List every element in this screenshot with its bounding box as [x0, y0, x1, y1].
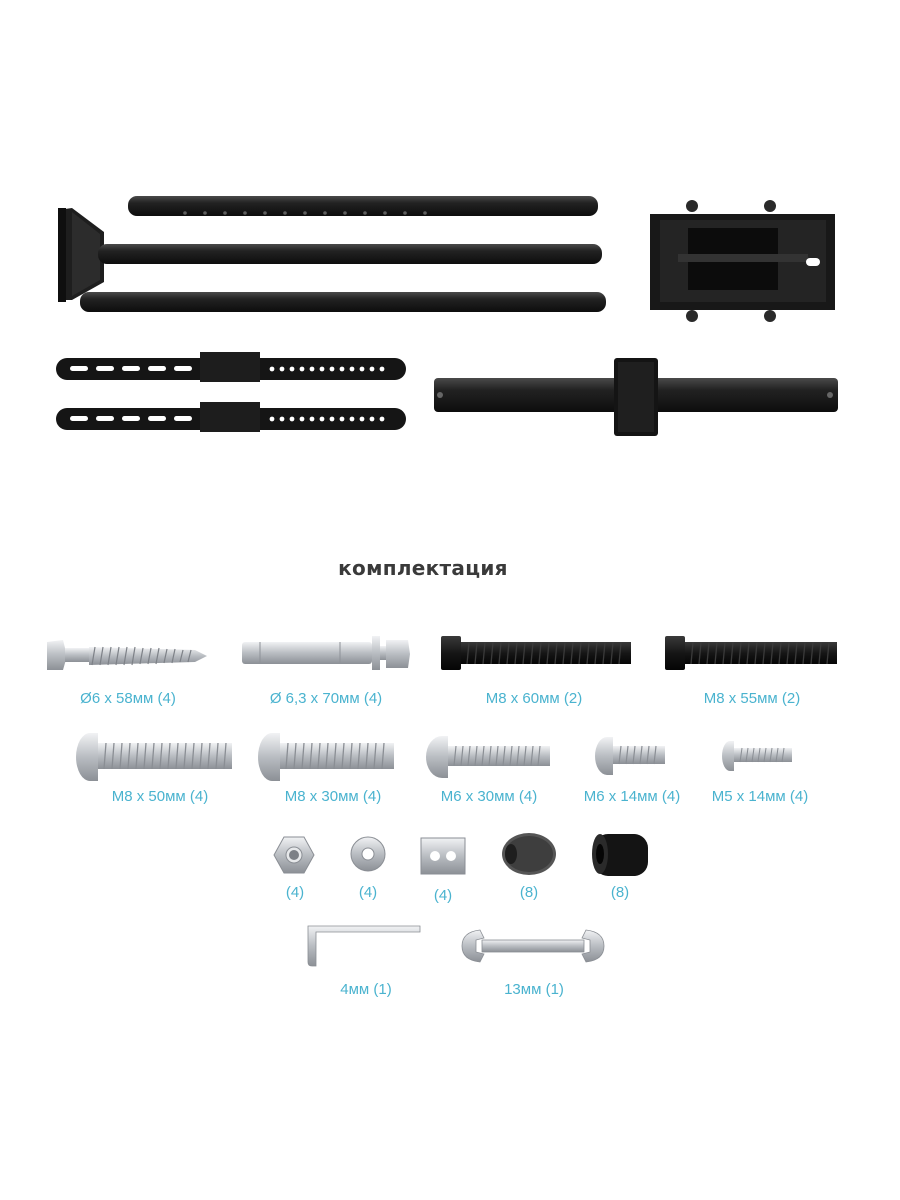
- screw-m6x30-icon: [426, 734, 554, 780]
- item-label: Ø6 х 58мм (4): [80, 690, 176, 707]
- black-spacer-icon: [590, 832, 650, 878]
- hex-key-icon: [302, 922, 422, 968]
- item-label: 4мм (1): [340, 981, 392, 998]
- item-label: M8 x 60мм (2): [485, 690, 583, 707]
- item-label: M8 x 30мм (4): [284, 788, 382, 805]
- item-label: (8): [519, 884, 539, 901]
- pole-middle: [98, 244, 602, 264]
- hex-nut-icon: [274, 835, 314, 875]
- screw-m6x14-icon: [595, 735, 669, 777]
- adapter-arm-bottom: [56, 402, 406, 432]
- item-label: M6 x 30мм (4): [440, 788, 538, 805]
- black-bolt-m8x55-icon: [665, 634, 841, 676]
- washer-icon: [350, 836, 386, 872]
- item-label: (4): [285, 884, 305, 901]
- item-label: (4): [433, 887, 453, 904]
- item-label: 13мм (1): [504, 981, 564, 998]
- item-label: M8 x 55мм (2): [703, 690, 801, 707]
- pole-top: [128, 196, 598, 216]
- tv-bracket-housing: [650, 200, 835, 322]
- mount-parts-photo: [0, 0, 900, 460]
- grey-spacer-icon: [501, 832, 557, 876]
- item-label: (4): [358, 884, 378, 901]
- item-label: M8 x 50мм (4): [111, 788, 209, 805]
- ceiling-plate: [58, 208, 104, 302]
- item-label: Ø 6,3 х 70мм (4): [269, 690, 383, 707]
- black-bolt-m8x60-icon: [441, 634, 635, 676]
- item-label: (8): [610, 884, 630, 901]
- anchor-bolt-icon: [240, 634, 412, 678]
- wood-screw-icon: [45, 636, 215, 676]
- kit-title: комплектация: [338, 556, 508, 580]
- screw-m8x50-icon: [76, 731, 236, 783]
- screw-m5x14-icon: [722, 739, 794, 773]
- cross-bar: [434, 358, 838, 436]
- square-plate-icon: [420, 837, 466, 875]
- wrench-icon: [460, 926, 606, 966]
- item-label: M6 x 14мм (4): [583, 788, 681, 805]
- pole-bottom: [80, 292, 606, 312]
- screw-m8x30-icon: [258, 731, 398, 783]
- adapter-arm-top: [56, 352, 406, 382]
- item-label: M5 x 14мм (4): [711, 788, 809, 805]
